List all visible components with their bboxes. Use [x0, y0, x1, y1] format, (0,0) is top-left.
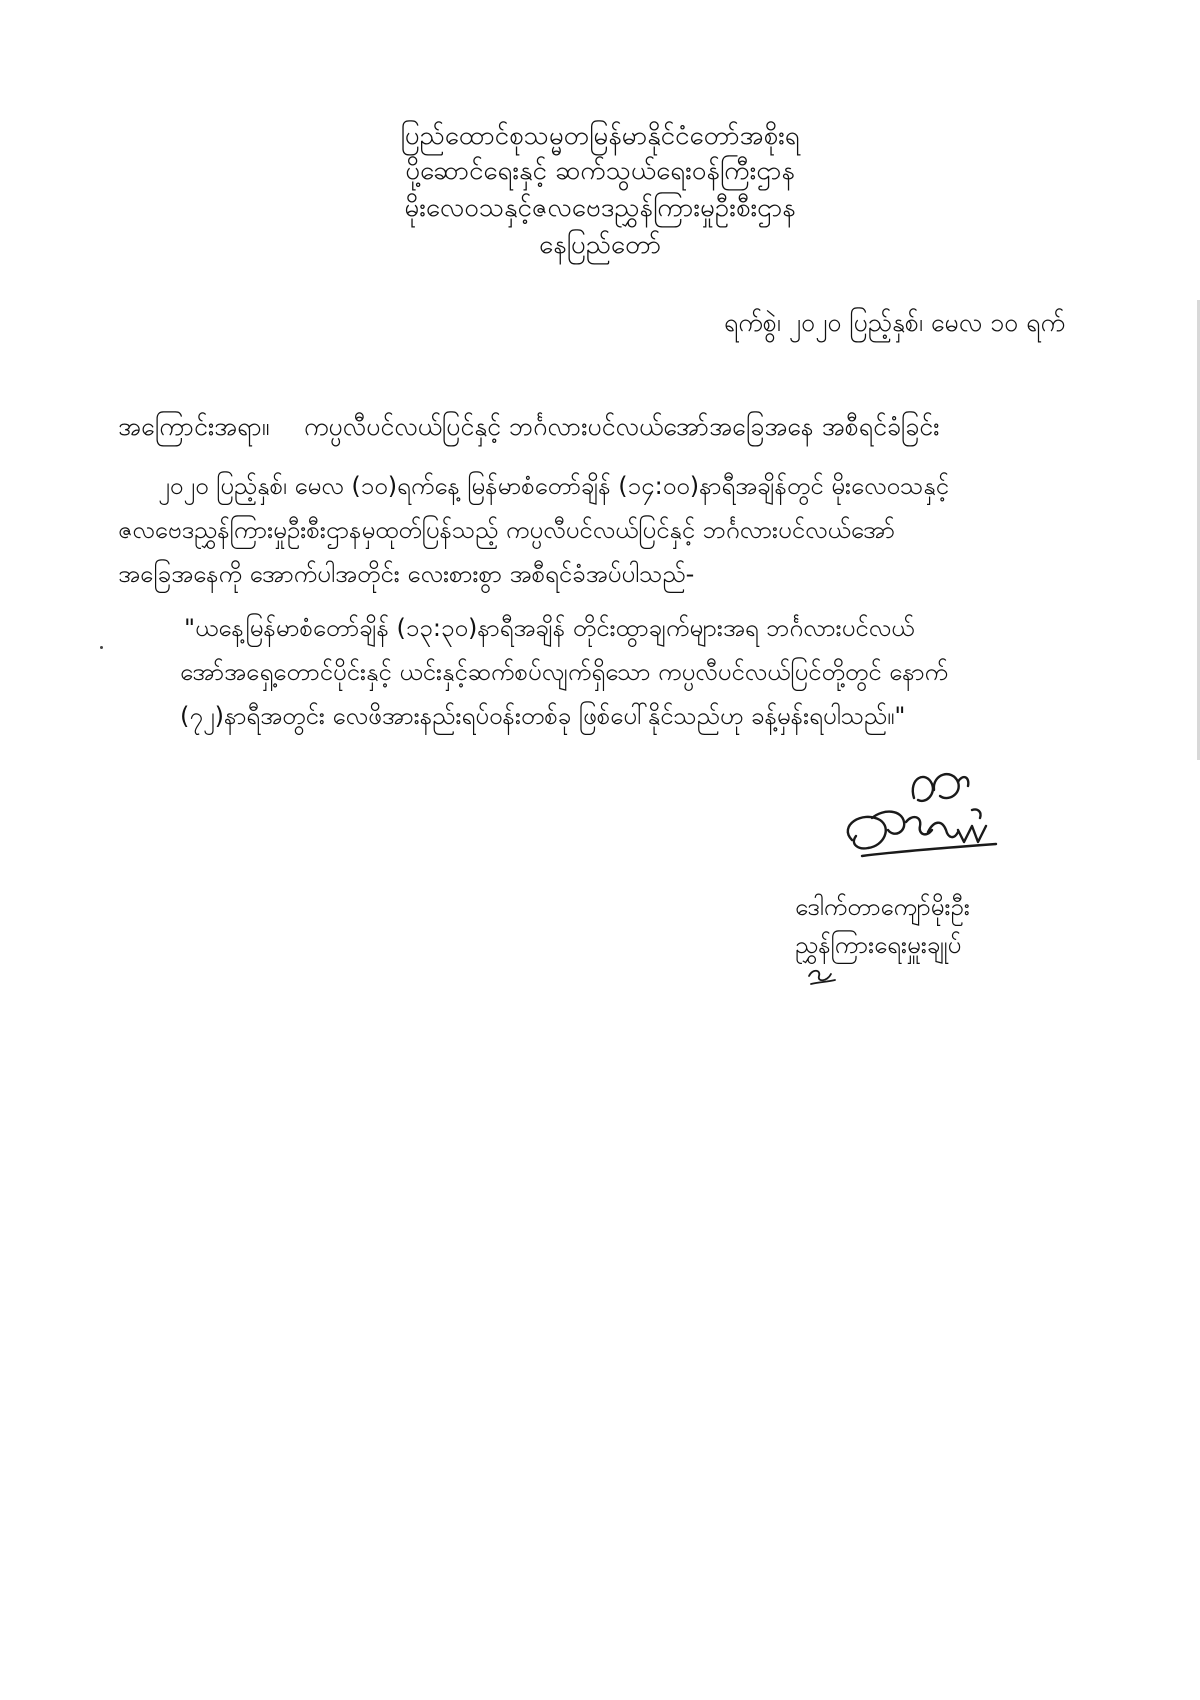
scan-speck — [100, 646, 103, 649]
signatory-block — [795, 888, 1095, 964]
letter-date: ရက်စွဲ၊ ၂၀၂၀ ပြည့်နှစ်၊ မေလ ၁၀ ရက် — [723, 308, 1065, 337]
initial-mark — [805, 966, 839, 988]
subject-text: ကပ္ပလီပင်လယ်ပြင်နှင့် ဘင်္ဂလားပင်လယ်အော်အခြေအနေ အစီရင်ခံခြင်း — [303, 412, 940, 441]
signatory-title: ညွှန်ကြားရေးမှူးချုပ် — [795, 931, 962, 959]
signatory-name: ဒေါက်တာကျော်မိုးဦး — [795, 893, 970, 921]
body-paragraph — [118, 464, 1063, 596]
letterhead-department: မိုးလေဝသနှင့်ဇလဗေဒညွှန်ကြားမှုဦးစီးဌာန — [404, 193, 796, 223]
letterhead-ministry: ပို့ဆောင်ရေးနှင့် ဆက်သွယ်ရေးဝန်ကြီးဌာန — [405, 156, 795, 186]
handwritten-signature — [822, 760, 1012, 878]
quote-line: (၇၂)နာရီအတွင်း လေဖိအားနည်းရပ်ဝန်းတစ်ခု ဖြစ်ပေါ်နိုင်သည်ဟု ခန့်မှန်းရပါသည်။" — [180, 702, 906, 730]
letterhead-city: နေပြည်တော် — [538, 230, 662, 260]
body-line: ၂၀၂၀ ပြည့်နှစ်၊ မေလ (၁၀)ရက်နေ့ မြန်မာစံတော်ချိန် (၁၄:၀၀)နာရီအချိန်တွင် မိုးလေဝသနှင့် — [158, 472, 949, 500]
subject-label: အကြောင်းအရာ။ — [118, 412, 270, 441]
letterhead-government: ပြည်ထောင်စုသမ္မတမြန်မာနိုင်ငံတော်အစိုးရ — [400, 121, 800, 151]
quote-line: "ယနေ့မြန်မာစံတော်ချိန် (၁၃:၃၀)နာရီအချိန် တိုင်းထွာချက်များအရ ဘင်္ဂလားပင်လယ် — [184, 614, 915, 642]
body-line: အခြေအနေကို အောက်ပါအတိုင်း လေးစားစွာ အစီရင်ခံအပ်ပါသည်- — [118, 560, 695, 588]
subject-line — [118, 409, 1063, 445]
quote-line: အော်အရှေ့တောင်ပိုင်းနှင့် ယင်းနှင့်ဆက်စပ်လျက်ရှိသော ကပ္ပလီပင်လယ်ပြင်တို့တွင် နောက် — [180, 658, 948, 686]
body-line: ဇလဗေဒညွှန်ကြားမှုဦးစီးဌာနမှထုတ်ပြန်သည့် ကပ္ပလီပင်လယ်ပြင်နှင့် ဘင်္ဂလားပင်လယ်အော် — [118, 516, 895, 544]
quoted-forecast — [180, 606, 1065, 738]
